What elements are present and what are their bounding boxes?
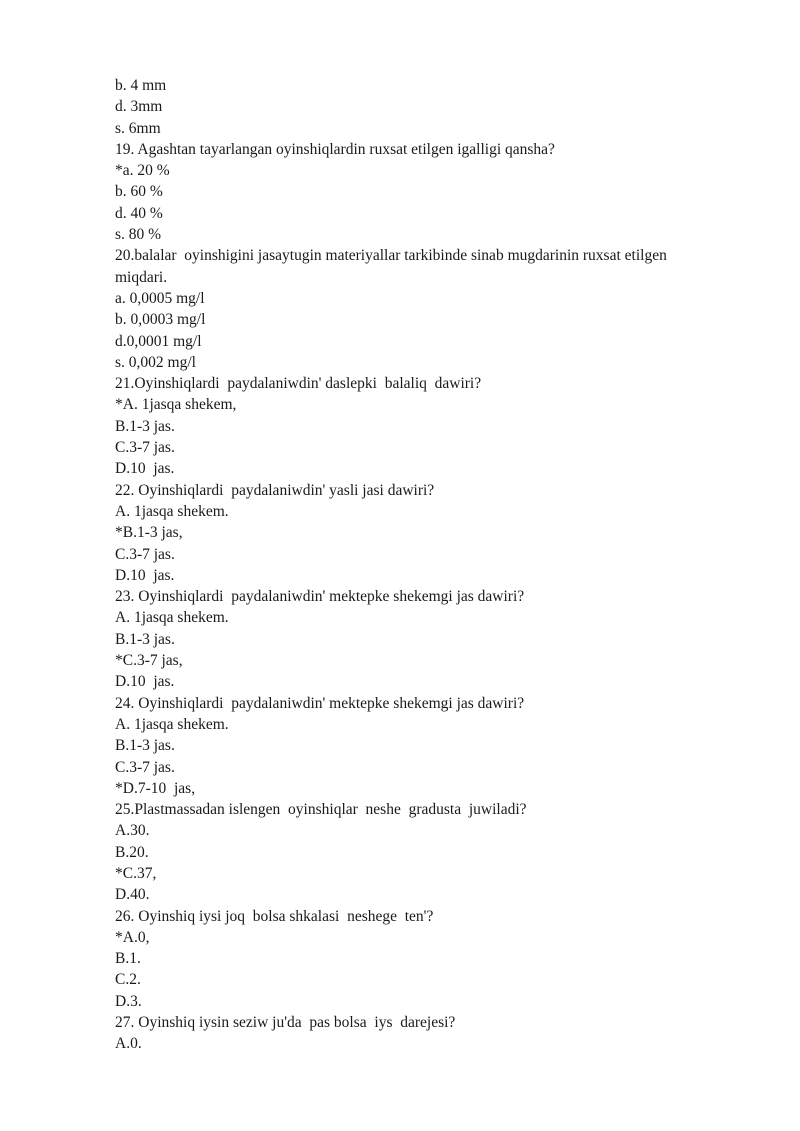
answer-option: B.20. bbox=[115, 843, 149, 861]
answer-option: d.0,0001 mg/l bbox=[115, 332, 202, 350]
question-25: 25.Plastmassadan islengen oyinshiqlar neshe gradusta juwiladi? bbox=[115, 801, 527, 819]
answer-option: C.3-7 jas. bbox=[115, 439, 175, 457]
question-22: 22. Oyinshiqlardi paydalaniwdin' yasli jasi dawiri? bbox=[115, 481, 435, 499]
answer-option: s. 0,002 mg/l bbox=[115, 353, 196, 371]
answer-option: d. 40 % bbox=[115, 204, 163, 222]
answer-option: *D.7-10 jas, bbox=[115, 779, 196, 797]
answer-option: D.40. bbox=[115, 886, 150, 904]
answer-option: B.1-3 jas. bbox=[115, 417, 175, 435]
answer-option: b. 60 % bbox=[115, 183, 163, 201]
answer-option: B.1-3 jas. bbox=[115, 737, 175, 755]
answer-option: C.2. bbox=[115, 971, 141, 989]
answer-option: *A.0, bbox=[115, 928, 150, 946]
answer-option: *C.3-7 jas, bbox=[115, 652, 183, 670]
answer-option: D.10 jas. bbox=[115, 460, 175, 478]
answer-option: A.30. bbox=[115, 822, 150, 840]
answer-option: C.3-7 jas. bbox=[115, 758, 175, 776]
answer-option: *a. 20 % bbox=[115, 162, 170, 180]
answer-option: d. 3mm bbox=[115, 98, 163, 116]
answer-option: *B.1-3 jas, bbox=[115, 524, 183, 542]
answer-option: a. 0,0005 mg/l bbox=[115, 289, 205, 307]
answer-option: b. 0,0003 mg/l bbox=[115, 311, 206, 329]
question-20: 20.balalar oyinshigini jasaytugin materiyallar tarkibinde sinab mugdarinin ruxsat etilgen bbox=[115, 247, 667, 265]
answer-option: D.10 jas. bbox=[115, 673, 175, 691]
answer-option: A.0. bbox=[115, 1035, 142, 1053]
answer-option: D.10 jas. bbox=[115, 566, 175, 584]
answer-option: b. 4 mm bbox=[115, 77, 167, 94]
question-21: 21.Oyinshiqlardi paydalaniwdin' daslepki balaliq dawiri? bbox=[115, 375, 482, 393]
question-20-continued: miqdari. bbox=[115, 268, 168, 286]
answer-option: s. 80 % bbox=[115, 226, 162, 244]
answer-option: A. 1jasqa shekem. bbox=[115, 715, 229, 733]
answer-option: B.1-3 jas. bbox=[115, 630, 175, 648]
document-body bbox=[115, 75, 705, 1055]
answer-option: s. 6mm bbox=[115, 119, 161, 137]
answer-option: B.1. bbox=[115, 950, 141, 968]
answer-option: A. 1jasqa shekem. bbox=[115, 502, 229, 520]
question-26: 26. Oyinshiq iysi joq bolsa shkalasi neshege ten'? bbox=[115, 907, 434, 925]
answer-option: *C.37, bbox=[115, 864, 157, 882]
answer-option: A. 1jasqa shekem. bbox=[115, 609, 229, 627]
question-24: 24. Oyinshiqlardi paydalaniwdin' mektepke shekemgi jas dawiri? bbox=[115, 694, 525, 712]
answer-option: C.3-7 jas. bbox=[115, 545, 175, 563]
answer-option: *A. 1jasqa shekem, bbox=[115, 396, 237, 414]
question-27: 27. Oyinshiq iysin seziw ju'da pas bolsa iys darejesi? bbox=[115, 1014, 456, 1032]
answer-option: D.3. bbox=[115, 992, 142, 1010]
question-23: 23. Oyinshiqlardi paydalaniwdin' mektepke shekemgi jas dawiri? bbox=[115, 588, 525, 606]
question-19: 19. Agashtan tayarlangan oyinshiqlardin ruxsat etilgen igalligi qansha? bbox=[115, 140, 555, 158]
